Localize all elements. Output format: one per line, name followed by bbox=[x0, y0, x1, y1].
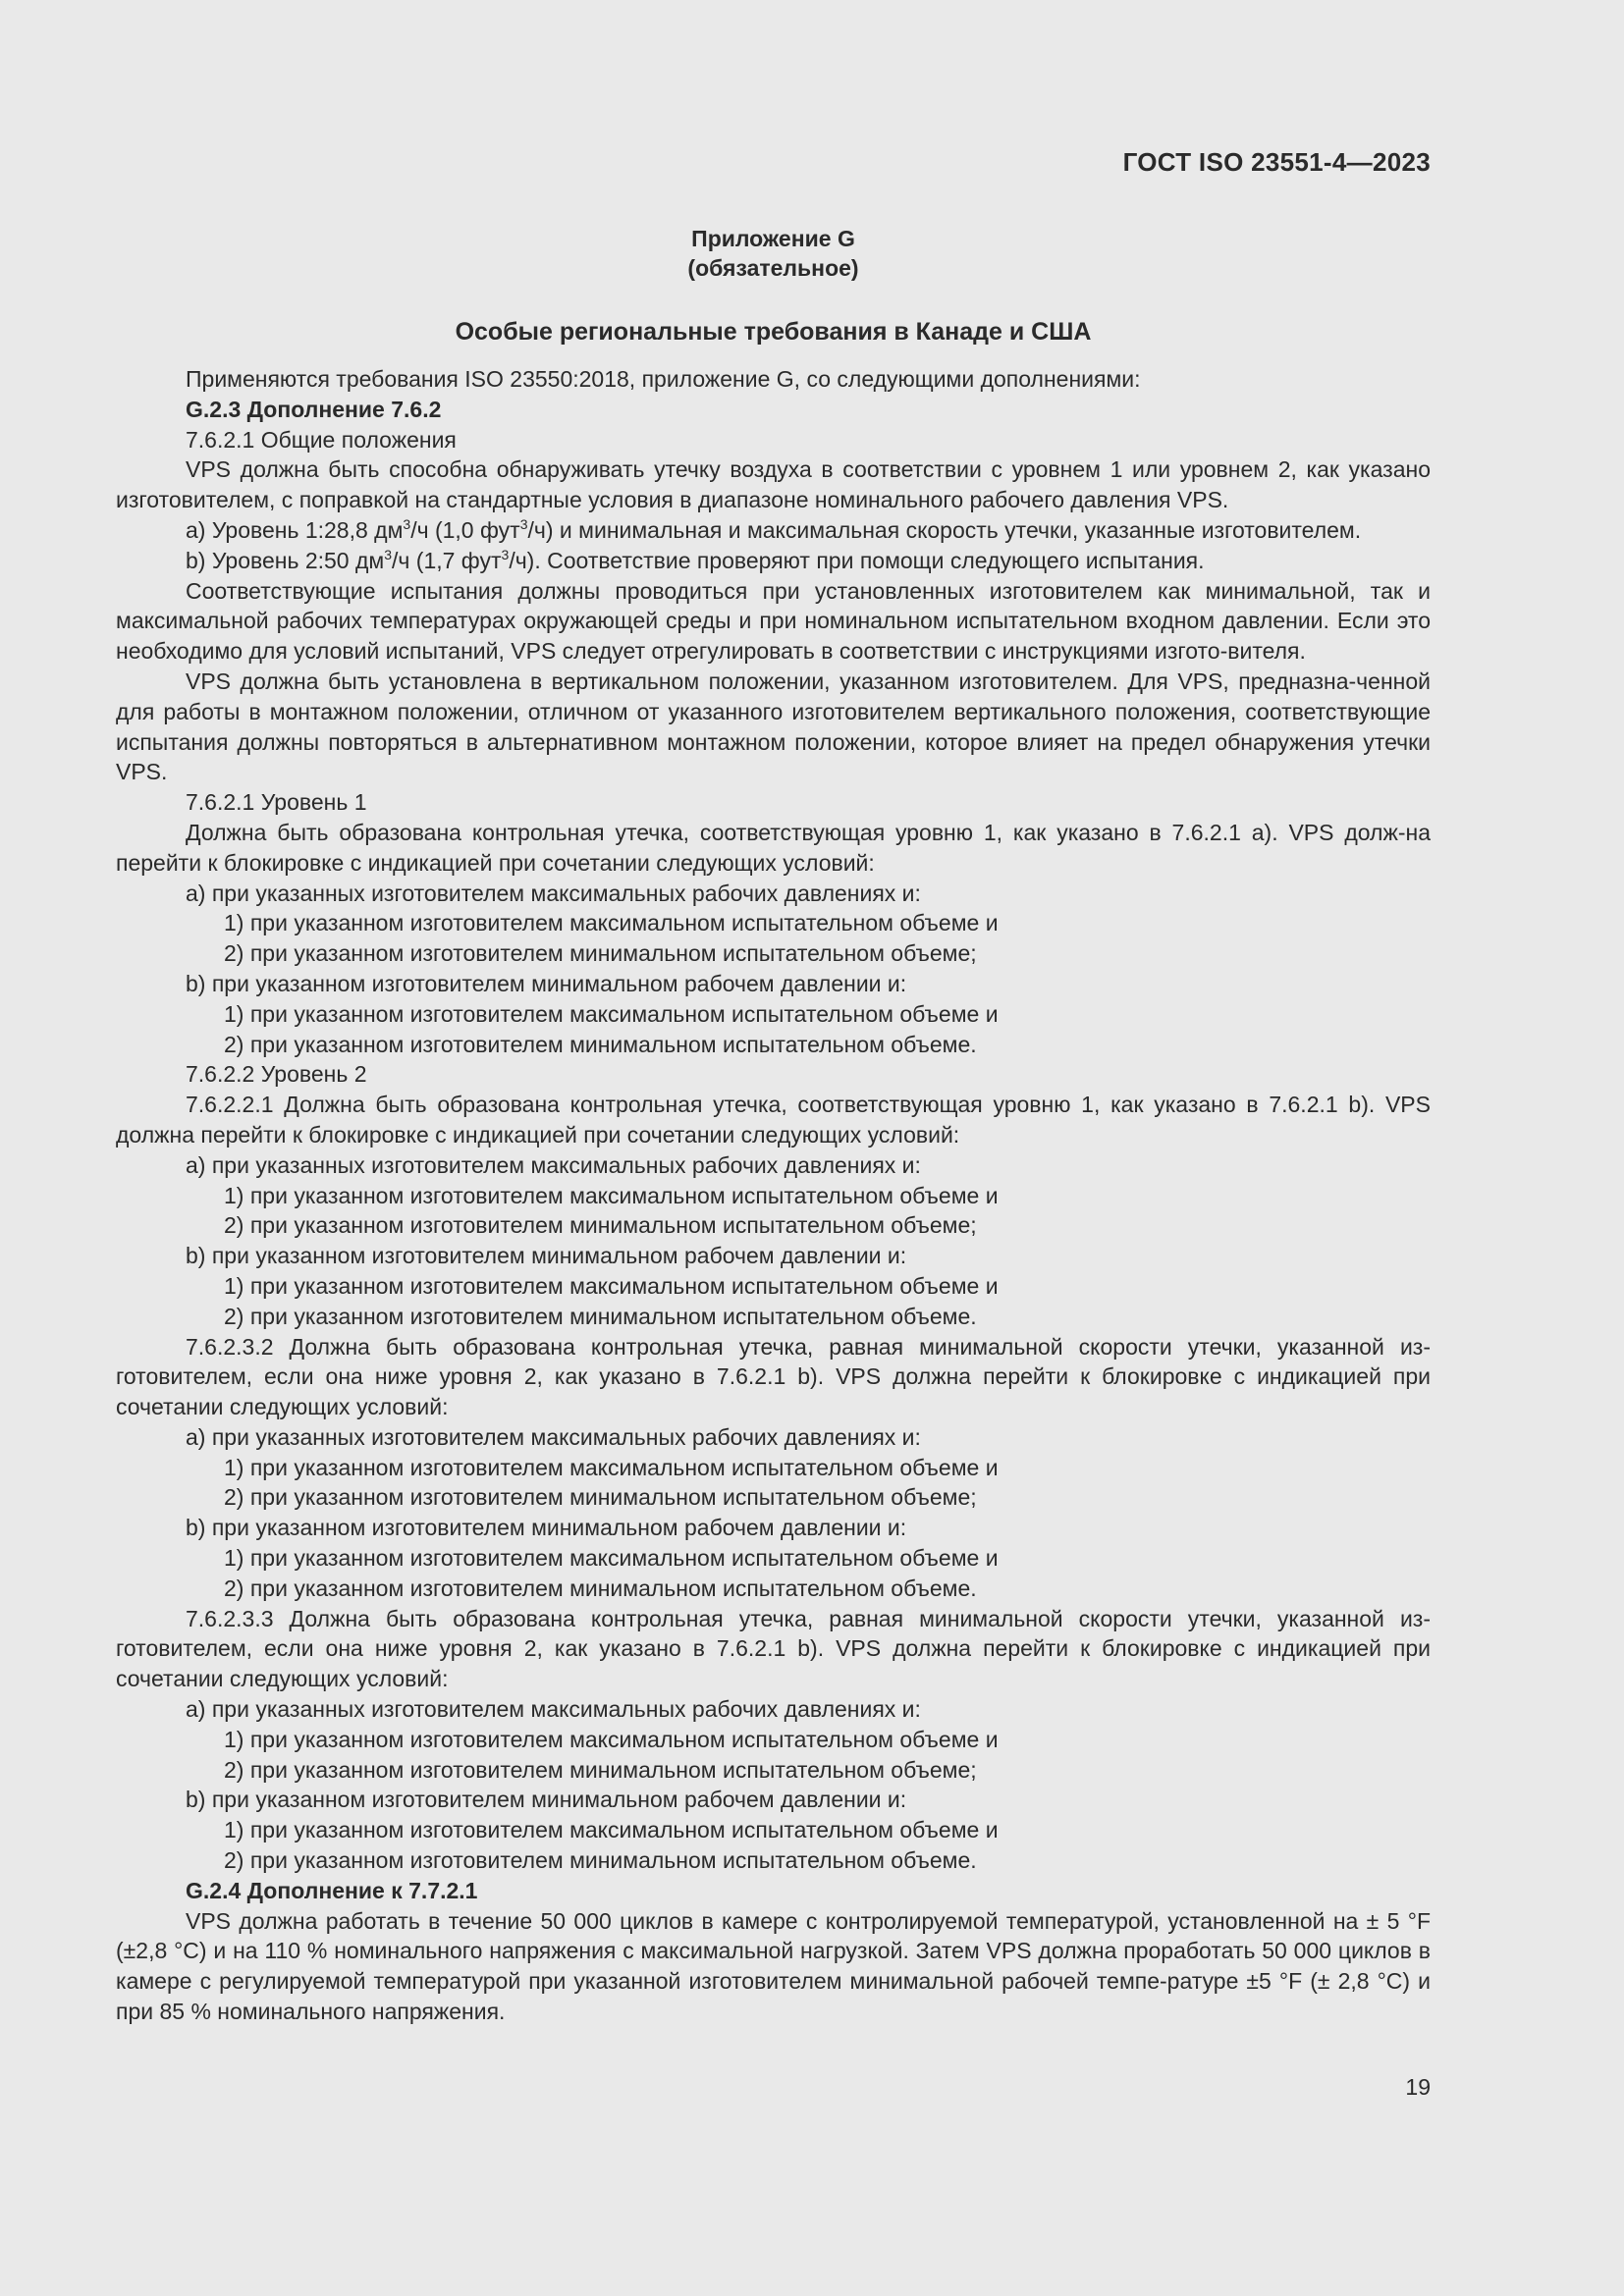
paragraph-76221: 7.6.2.2.1 Должна быть образована контрольная утечка, соответствующая уровню 1, как указано в 7.6.2.1 b). VPS должна перейти к блокировке с индикацией при сочетании следующих условий: bbox=[116, 1092, 1431, 1148]
document-code: ГОСТ ISO 23551-4—2023 bbox=[1122, 147, 1431, 177]
list-item: a) при указанных изготовителем максимальных рабочих давлениях и: bbox=[186, 1151, 921, 1178]
section-heading-level2: 7.6.2.2 Уровень 2 bbox=[186, 1061, 367, 1088]
section-heading-g23: G.2.3 Дополнение 7.6.2 bbox=[186, 396, 442, 422]
section-heading-7621: 7.6.2.1 Общие положения bbox=[186, 426, 457, 453]
intro-paragraph: Применяются требования ISO 23550:2018, приложение G, со следующими дополнениями: bbox=[186, 366, 1141, 392]
list-item: 1) при указанном изготовителем максимальном испытательном объеме и bbox=[224, 1182, 999, 1208]
list-item: a) при указанных изготовителем максимальных рабочих давлениях и: bbox=[186, 880, 921, 906]
document-body bbox=[116, 364, 1431, 2027]
paragraph-7621-2: Соответствующие испытания должны проводиться при установленных изготовителем как минимальной, так и максимальной рабочих температурах окружающей среды и при номинальном испытательном входном давлении. Если это необходимо для условий испытаний, VPS следует отрегулировать в соответствии с инструкциями изгото-вителя. bbox=[116, 577, 1431, 665]
list-item: b) при указанном изготовителем минимальном рабочем давлении и: bbox=[186, 1787, 907, 1813]
list-item: 1) при указанном изготовителем максимальном испытательном объеме и bbox=[224, 910, 999, 936]
annex-title: Приложение G bbox=[691, 226, 855, 251]
list-item-level2-rate: b) Уровень 2:50 $дм^3/ч$ (1,7 фут$^3$/ч). Соответствие проверяют при помощи следующего испытания. bbox=[186, 546, 1205, 573]
list-item: 1) при указанном изготовителем максимальном испытательном объеме и bbox=[224, 1272, 999, 1299]
list-item: a) при указанных изготовителем максимальных рабочих давлениях и: bbox=[186, 1423, 921, 1450]
paragraph-7621-3: VPS должна быть установлена в вертикальном положении, указанном изготовителем. Для VPS, предназна-ченной для работы в монтажном положении, отличном от указанного изготовителем вертикального положения, соответствующие испытания должны повторяться в альтернативном монтажном положении, которое влияет на предел обнаружения утечки VPS. bbox=[116, 667, 1431, 785]
list-item-level1-rate: a) Уровень 1:28,8 $дм^3/ч$ (1,0 фут$^3$/ч) и минимальная и максимальная скорость утечки, указанные изготовителем. bbox=[186, 515, 1362, 543]
list-item: 1) при указанном изготовителем максимальном испытательном объеме и bbox=[224, 1545, 999, 1572]
annex-subtitle: (обязательное) bbox=[687, 255, 859, 281]
list-item: b) при указанном изготовителем минимальном рабочем давлении и: bbox=[186, 970, 907, 996]
list-item: b) при указанном изготовителем минимальном рабочем давлении и: bbox=[186, 1243, 907, 1269]
list-item: 1) при указанном изготовителем максимальном испытательном объеме и bbox=[224, 1726, 999, 1752]
paragraph-level1: Должна быть образована контрольная утечка, соответствующая уровню 1, как указано в 7.6.2.1 а). VPS долж-на перейти к блокировке с индикацией при сочетании следующих условий: bbox=[116, 819, 1431, 876]
list-item: 2) при указанном изготовителем минимальном испытательном объеме. bbox=[224, 1303, 977, 1329]
list-item: 1) при указанном изготовителем максимальном испытательном объеме и bbox=[224, 1454, 999, 1480]
list-item: 2) при указанном изготовителем минимальном испытательном объеме; bbox=[224, 940, 977, 967]
list-item: 2) при указанном изготовителем минимальном испытательном объеме. bbox=[224, 1847, 977, 1874]
list-item: 2) при указанном изготовителем минимальном испытательном объеме. bbox=[224, 1575, 977, 1601]
paragraph-g24: VPS должна работать в течение 50 000 циклов в камере с контролируемой температурой, установленной на ± 5 °F (±2,8 °C) и на 110 % номинального напряжения с максимальной нагрузкой. Затем VPS должна проработать 50 000 циклов в камере с регулируемой температурой при указанной изготовителем минимальной рабочей темпе-ратуре ±5 °F (± 2,8 °C) и при 85 % номинального напряжения. bbox=[116, 1907, 1431, 2025]
page-number: 19 bbox=[1405, 2074, 1431, 2100]
list-item: 1) при указанном изготовителем максимальном испытательном объеме и bbox=[224, 1000, 999, 1027]
paragraph-76232: 7.6.2.3.2 Должна быть образована контрольная утечка, равная минимальной скорости утечки, указанной из-готовителем, если она ниже уровня 2, как указано в 7.6.2.1 b). VPS должна перейти к блокировке с индикацией при сочетании следующих условий: bbox=[116, 1333, 1431, 1420]
list-item: 2) при указанном изготовителем минимальном испытательном объеме. bbox=[224, 1031, 977, 1057]
section-heading-level1: 7.6.2.1 Уровень 1 bbox=[186, 789, 367, 816]
list-item: 2) при указанном изготовителем минимальном испытательном объеме; bbox=[224, 1484, 977, 1511]
list-item: a) при указанных изготовителем максимальных рабочих давлениях и: bbox=[186, 1696, 921, 1723]
list-item: b) при указанном изготовителем минимальном рабочем давлении и: bbox=[186, 1515, 907, 1541]
annex-title-block bbox=[116, 224, 1431, 283]
list-item: 2) при указанном изготовителем минимальном испытательном объеме; bbox=[224, 1756, 977, 1783]
annex-heading: Особые региональные требования в Канаде и США bbox=[455, 318, 1092, 346]
list-item: 1) при указанном изготовителем максимальном испытательном объеме и bbox=[224, 1817, 999, 1843]
list-item: 2) при указанном изготовителем минимальном испытательном объеме; bbox=[224, 1212, 977, 1239]
section-heading-g24: G.2.4 Дополнение к 7.7.2.1 bbox=[186, 1877, 478, 1903]
paragraph-7621-1: VPS должна быть способна обнаруживать утечку воздуха в соответствии с уровнем 1 или уровнем 2, как указано изготовителем, с поправкой на стандартные условия в диапазоне номинального рабочего давления VPS. bbox=[116, 456, 1431, 513]
paragraph-76233: 7.6.2.3.3 Должна быть образована контрольная утечка, равная минимальной скорости утечки, указанной из-готовителем, если она ниже уровня 2, как указано в 7.6.2.1 b). VPS должна перейти к блокировке с индикацией при сочетании следующих условий: bbox=[116, 1605, 1431, 1692]
